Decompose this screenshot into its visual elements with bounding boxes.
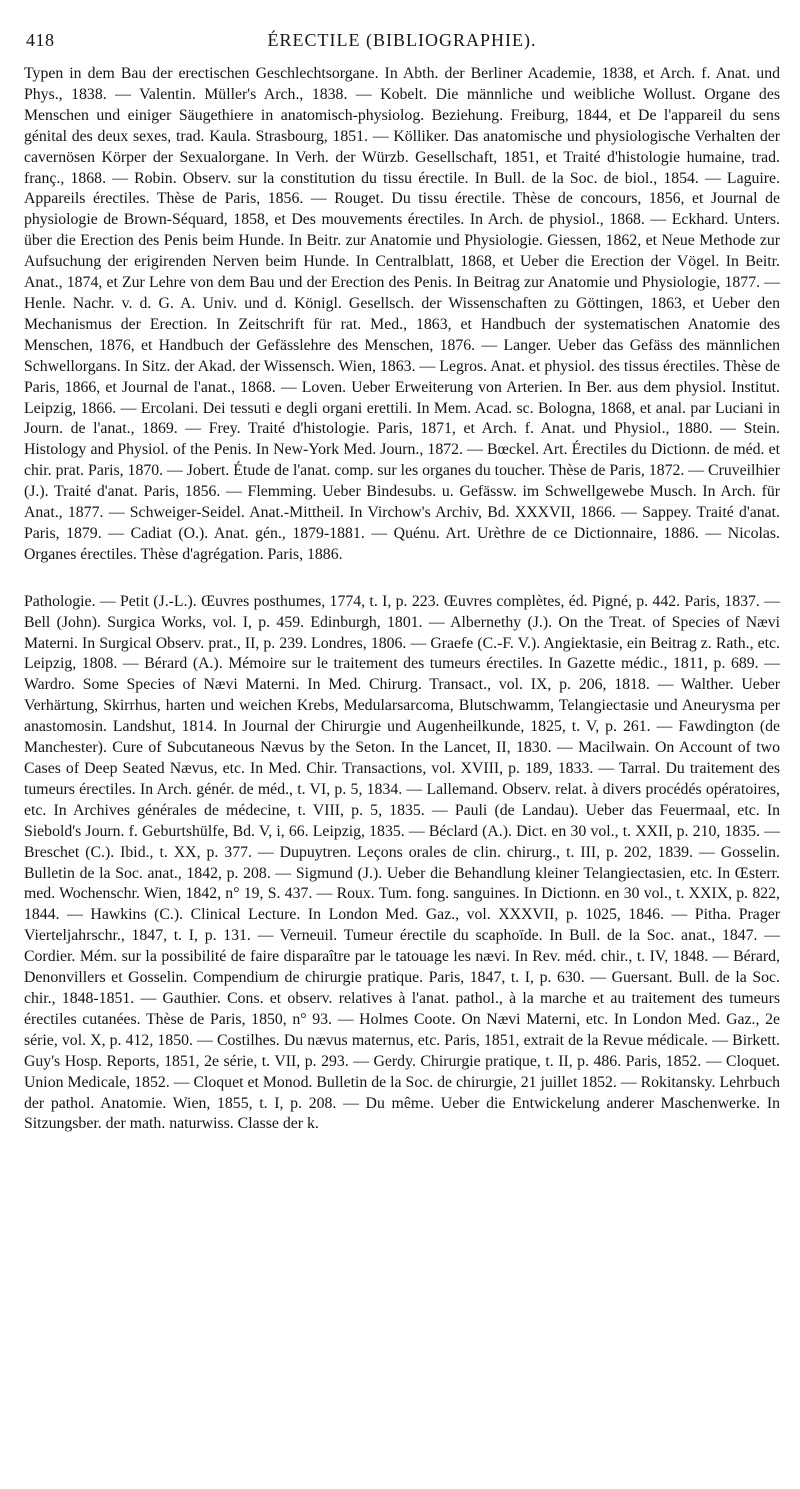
running-header (24, 30, 780, 56)
pathology-references: Pathologie. — Petit (J.-L.). Œuvres posthumes, 1774, t. I, p. 223. Œuvres complètes, éd. Pigné, p. 442. Paris, 1837. — Bell (John). Surgica Works, vol. I, p. 459. Edinburgh, 1801. — Albernethy (J.). On the Treat. of Species of Nævi Materni. In Surgical Observ. prat., II, p. 239. Londres, 1806. — Graefe (C.-F. V.). Angiektasie, ein Beitrag z. Rath., etc. Leipzig, 1808. — Bérard (A.). Mémoire sur le traitement des tumeurs érectiles. In Gazette médic., 1811, p. 689. — Wardro. Some Species of Nævi Materni. In Med. Chirurg. Transact., vol. IX, p. 206, 1818. — Walther. Ueber Verhärtung, Skirrhus, harten und weichen Krebs, Medularsarcoma, Blutschwamm, Telangiectasie und Aneurysma per anastomosin. Landshut, 1814. In Journal der Chirurgie und Augenheilkunde, 1825, t. V, p. 261. — Fawdington (de Manchester). Cure of Subcutaneous Nævus by the Seton. In the Lancet, II, 1830. — Macilwain. On Account of two Cases of Deep Seated Nævus, etc. In Med. Chir. Transactions, vol. XVIII, p. 189, 1833. — Tarral. Du traitement des tumeurs érectiles. In Arch. génér. de méd., t. VI, p. 5, 1834. — Lallemand. Observ. relat. à divers procédés opératoires, etc. In Archives générales de médecine, t. VIII, p. 5, 1835. — Pauli (de Landau). Ueber das Feuermaal, etc. In Siebold's Journ. f. Geburtshülfe, Bd. V, i, 66. Leipzig, 1835. — Béclard (A.). Dict. en 30 vol., t. XXII, p. 210, 1835. — Breschet (C.). Ibid., t. XX, p. 377. — Dupuytren. Leçons orales de clin. chirurg., t. III, p. 202, 1839. — Gosselin. Bulletin de la Soc. anat., 1842, p. 208. — Sigmund (J.). Ueber die Behandlung kleiner Telangiectasien, etc. In Œsterr. med. Wochenschr. Wien, 1842, n° 19, S. 437. — Roux. Tum. fong. sanguines. In Dictionn. en 30 vol., t. XXIX, p. 822, 1844. — Hawkins (C.). Clinical Lecture. In London Med. Gaz., vol. XXXVII, p. 1025, 1846. — Pitha. Prager Vierteljahrschr., 1847, t. I, p. 131. — Verneuil. Tumeur érectile du scaphoïde. In Bull. de la Soc. anat., 1847. — Cordier. Mém. sur la possibilité de faire disparaître par le tatouage les nævi. In Rev. méd. chir., t. IV, 1848. — Bérard, Denonvillers et Gosselin. Compendium de chirurgie pratique. Paris, 1847, t. I, p. 630. — Guersant. Bull. de la Soc. chir., 1848-1851. — Gauthier. Cons. et observ. relatives à l'anat. pathol., à la marche et au traitement des tumeurs érectiles cutanées. Thèse de Paris, 1850, n° 93. — Holmes Coote. On Nævi Materni, etc. In London Med. Gaz., 2e série, vol. X, p. 412, 1850. — Costilhes. Du nævus maternus, etc. Paris, 1851, extrait de la Revue médicale. — Birkett. Guy's Hosp. Reports, 1851, 2e série, t. VII, p. 293. — Gerdy. Chirurgie pratique, t. II, p. 486. Paris, 1852. — Cloquet. Union Medicale, 1852. — Cloquet et Monod. Bulletin de la Soc. de chirurgie, 21 juillet 1852. — Rokitansky. Lehrbuch der pathol. Anatomie. Wien, 1855, t. I, p. 208. — Du même. Ueber die Entwickelung anderer Maschenwerke. In Sitzungsber. der math. naturwiss. Classe der k. (24, 592, 780, 1133)
bibliography-pathology (24, 592, 780, 1136)
section-gap (24, 566, 780, 592)
bibliography-anatomy (24, 64, 780, 566)
running-title: ÉRECTILE (BIBLIOGRAPHIE). (267, 30, 537, 50)
page-number: 418 (26, 30, 55, 50)
anatomy-references: Typen in dem Bau der erectischen Geschlechtsorgane. In Abth. der Berliner Academie, 1838, et Arch. f. Anat. und Phys., 1838. — Valentin. Müller's Arch., 1838. — Kobelt. Die männliche und weibliche Wollust. Organe des Menschen und einiger Säugethiere in anatomisch-physiolog. Beziehung. Freiburg, 1844, et De l'appareil du sens génital des deux sexes, trad. Kaula. Strasbourg, 1851. — Kölliker. Das anatomische und physiologische Verhalten der cavernösen Körper der Sexualorgane. In Verh. der Würzb. Gesellschaft, 1851, et Traité d'histologie humaine, trad. franç., 1868. — Robin. Observ. sur la constitution du tissu érectile. In Bull. de la Soc. de biol., 1854. — Laguire. Appareils érectiles. Thèse de Paris, 1856. — Rouget. Du tissu érectile. Thèse de concours, 1856, et Journal de physiologie de Brown-Séquard, 1858, et Des mouvements érectiles. In Arch. de physiol., 1868. — Eckhard. Unters. über die Erection des Penis beim Hunde. In Beitr. zur Anatomie und Physiologie. Giessen, 1862, et Neue Methode zur Aufsuchung der erigirenden Nerven beim Hunde. In Centralblatt, 1868, et Ueber die Erection der Vögel. In Beitr. Anat., 1874, et Zur Lehre von dem Bau und der Erection des Penis. In Beitrag zur Anatomie und Physiologie, 1877. — Henle. Nachr. v. d. G. A. Univ. und d. Königl. Gesellsch. der Wissenschaften zu Göttingen, 1863, et Ueber den Mechanismus der Erection. In Zeitschrift für rat. Med., 1863, et Handbuch der systematischen Anatomie des Menschen, 1876, et Handbuch der Gefässlehre des Menschen, 1876. — Langer. Ueber das Gefäss des männlichen Schwellorgans. In Sitz. der Akad. der Wissensch. Wien, 1863. — Legros. Anat. et physiol. des tissus érectiles. Thèse de Paris, 1866, et Journal de l'anat., 1868. — Loven. Ueber Erweiterung von Arterien. In Ber. aus dem physiol. Institut. Leipzig, 1866. — Ercolani. Dei tessuti e degli organi erettili. In Mem. Acad. sc. Bologna, 1868, et anal. par Luciani in Journ. de l'anat., 1869. — Frey. Traité d'histologie. Paris, 1871, et Arch. f. Anat. und Physiol., 1880. — Stein. Histology and Physiol. of the Penis. In New-York Med. Journ., 1872. — Bœckel. Art. Érectiles du Dictionn. de méd. et chir. prat. Paris, 1870. — Jobert. Étude de l'anat. comp. sur les organes du toucher. Thèse de Paris, 1872. — Cruveilhier (J.). Traité d'anat. Paris, 1856. — Flemming. Ueber Bindesubs. u. Gefässw. im Schwellgewebe Musch. In Arch. für Anat., 1877. — Schweiger-Seidel. Anat.-Mittheil. In Virchow's Archiv, Bd. XXXVII, 1866. — Sappey. Traité d'anat. Paris, 1879. — Cadiat (O.). Anat. gén., 1879-1881. — Quénu. Art. Urèthre de ce Dictionnaire, 1886. — Nicolas. Organes érectiles. Thèse d'agrégation. Paris, 1886. (24, 65, 780, 563)
